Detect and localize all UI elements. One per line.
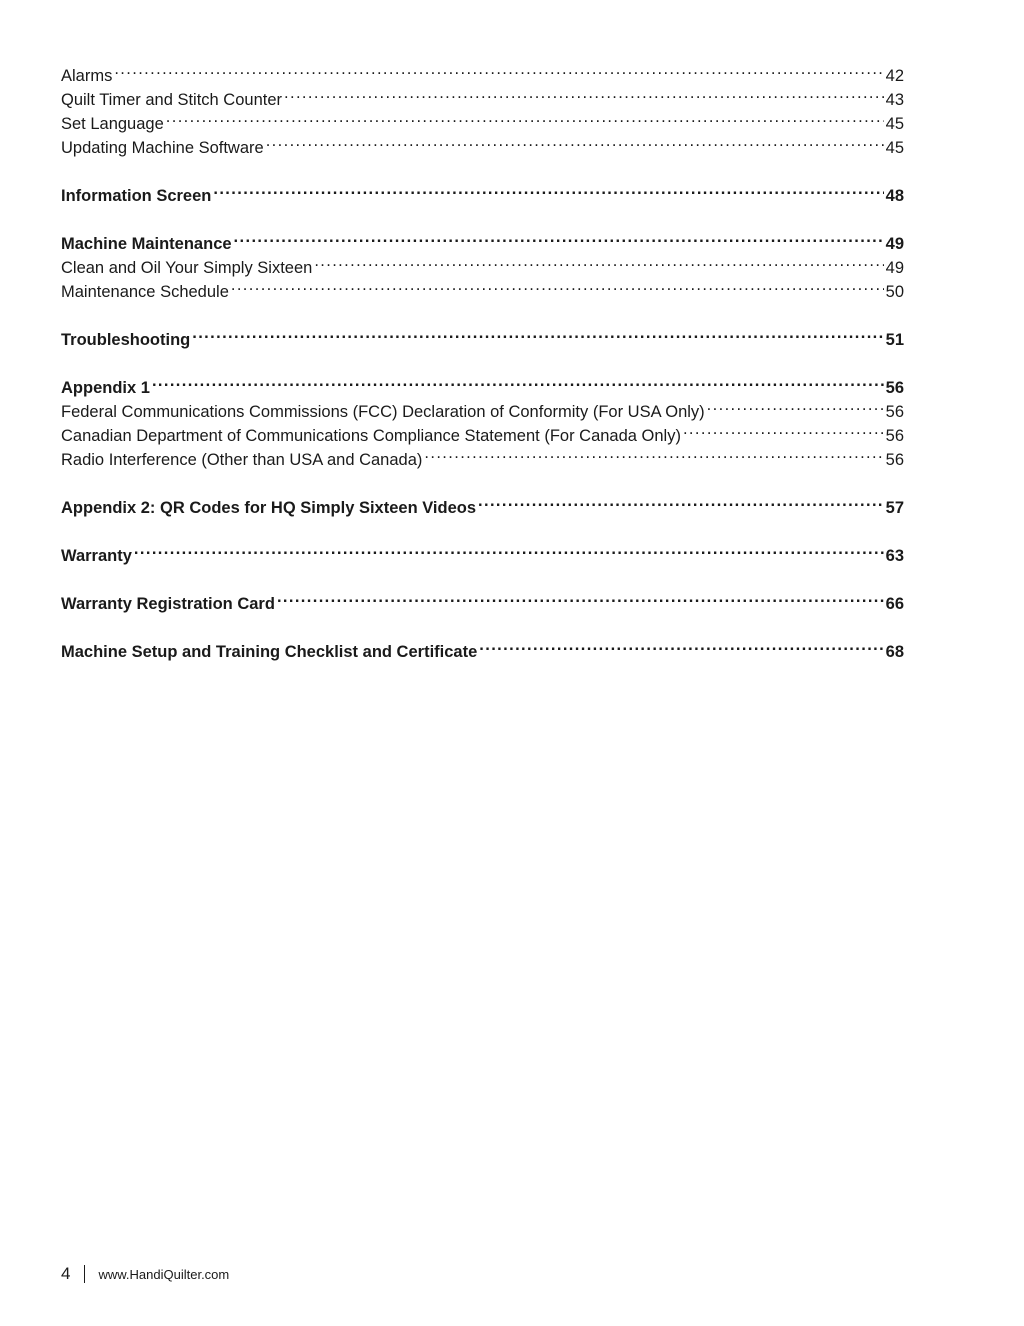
toc-entry-machine-maintenance[interactable] bbox=[61, 225, 904, 253]
toc-entry-page: 49 bbox=[885, 235, 904, 253]
website-link[interactable]: www.HandiQuilter.com bbox=[98, 1266, 230, 1282]
toc-entry-warranty-registration[interactable] bbox=[61, 585, 904, 613]
dot-leader bbox=[266, 129, 884, 153]
table-of-contents bbox=[61, 57, 904, 661]
toc-entry-title: Set Language bbox=[61, 115, 164, 133]
toc-entry-page: 51 bbox=[885, 331, 904, 349]
dot-leader bbox=[479, 633, 883, 657]
toc-entry-page: 56 bbox=[885, 451, 904, 469]
footer-divider bbox=[84, 1265, 85, 1283]
toc-entry-title: Updating Machine Software bbox=[61, 139, 264, 157]
dot-leader bbox=[284, 81, 884, 105]
toc-entry-page: 50 bbox=[885, 283, 904, 301]
dot-leader bbox=[707, 393, 884, 417]
toc-entry-appendix-2[interactable] bbox=[61, 489, 904, 517]
toc-entry-page: 48 bbox=[885, 187, 904, 205]
toc-entry-page: 56 bbox=[885, 427, 904, 445]
toc-entry-page: 45 bbox=[885, 139, 904, 157]
dot-leader bbox=[478, 489, 884, 513]
toc-entry-title: Alarms bbox=[61, 67, 113, 85]
toc-entry-page: 68 bbox=[885, 643, 904, 661]
toc-entry-page: 63 bbox=[885, 547, 904, 565]
dot-leader bbox=[234, 225, 884, 249]
toc-entry-title: Federal Communications Commissions (FCC) Declaration of Conformity (For USA Only) bbox=[61, 403, 705, 421]
dot-leader bbox=[314, 249, 883, 273]
page-footer bbox=[61, 1264, 229, 1284]
toc-entry-title: Information Screen bbox=[61, 187, 212, 205]
toc-entry-page: 56 bbox=[885, 379, 904, 397]
dot-leader bbox=[152, 369, 884, 393]
dot-leader bbox=[213, 177, 883, 201]
toc-entry-title: Machine Setup and Training Checklist and Certificate bbox=[61, 643, 478, 661]
dot-leader bbox=[192, 321, 883, 345]
toc-entry-page: 42 bbox=[885, 67, 904, 85]
dot-leader bbox=[114, 57, 883, 81]
toc-entry-page: 43 bbox=[885, 91, 904, 109]
toc-entry-title: Canadian Department of Communications Compliance Statement (For Canada Only) bbox=[61, 427, 681, 445]
toc-entry-title: Radio Interference (Other than USA and Canada) bbox=[61, 451, 423, 469]
toc-entry-title: Clean and Oil Your Simply Sixteen bbox=[61, 259, 313, 277]
toc-entry-quilt-timer[interactable] bbox=[61, 81, 904, 109]
toc-entry-title: Warranty Registration Card bbox=[61, 595, 275, 613]
dot-leader bbox=[166, 105, 884, 129]
page-number: 4 bbox=[61, 1264, 71, 1283]
toc-entry-title: Maintenance Schedule bbox=[61, 283, 229, 301]
toc-entry-page: 56 bbox=[885, 403, 904, 421]
toc-entry-updating-software[interactable] bbox=[61, 129, 904, 157]
toc-entry-information-screen[interactable] bbox=[61, 177, 904, 205]
dot-leader bbox=[134, 537, 884, 561]
toc-entry-appendix-1[interactable] bbox=[61, 369, 904, 397]
toc-entry-title: Appendix 2: QR Codes for HQ Simply Sixteen Videos bbox=[61, 499, 477, 517]
toc-entry-page: 49 bbox=[885, 259, 904, 277]
dot-leader bbox=[277, 585, 884, 609]
toc-entry-setup-checklist[interactable] bbox=[61, 633, 904, 661]
toc-entry-title: Warranty bbox=[61, 547, 132, 565]
toc-entry-page: 45 bbox=[885, 115, 904, 133]
toc-entry-warranty[interactable] bbox=[61, 537, 904, 565]
dot-leader bbox=[424, 441, 883, 465]
dot-leader bbox=[683, 417, 884, 441]
dot-leader bbox=[231, 273, 884, 297]
toc-entry-set-language[interactable] bbox=[61, 105, 904, 133]
toc-entry-title: Quilt Timer and Stitch Counter bbox=[61, 91, 283, 109]
toc-entry-title: Machine Maintenance bbox=[61, 235, 232, 253]
toc-entry-page: 66 bbox=[885, 595, 904, 613]
toc-entry-title: Appendix 1 bbox=[61, 379, 150, 397]
toc-entry-page: 57 bbox=[885, 499, 904, 517]
toc-entry-alarms[interactable] bbox=[61, 57, 904, 85]
toc-entry-title: Troubleshooting bbox=[61, 331, 191, 349]
toc-entry-fcc-declaration[interactable] bbox=[61, 393, 904, 421]
toc-entry-troubleshooting[interactable] bbox=[61, 321, 904, 349]
